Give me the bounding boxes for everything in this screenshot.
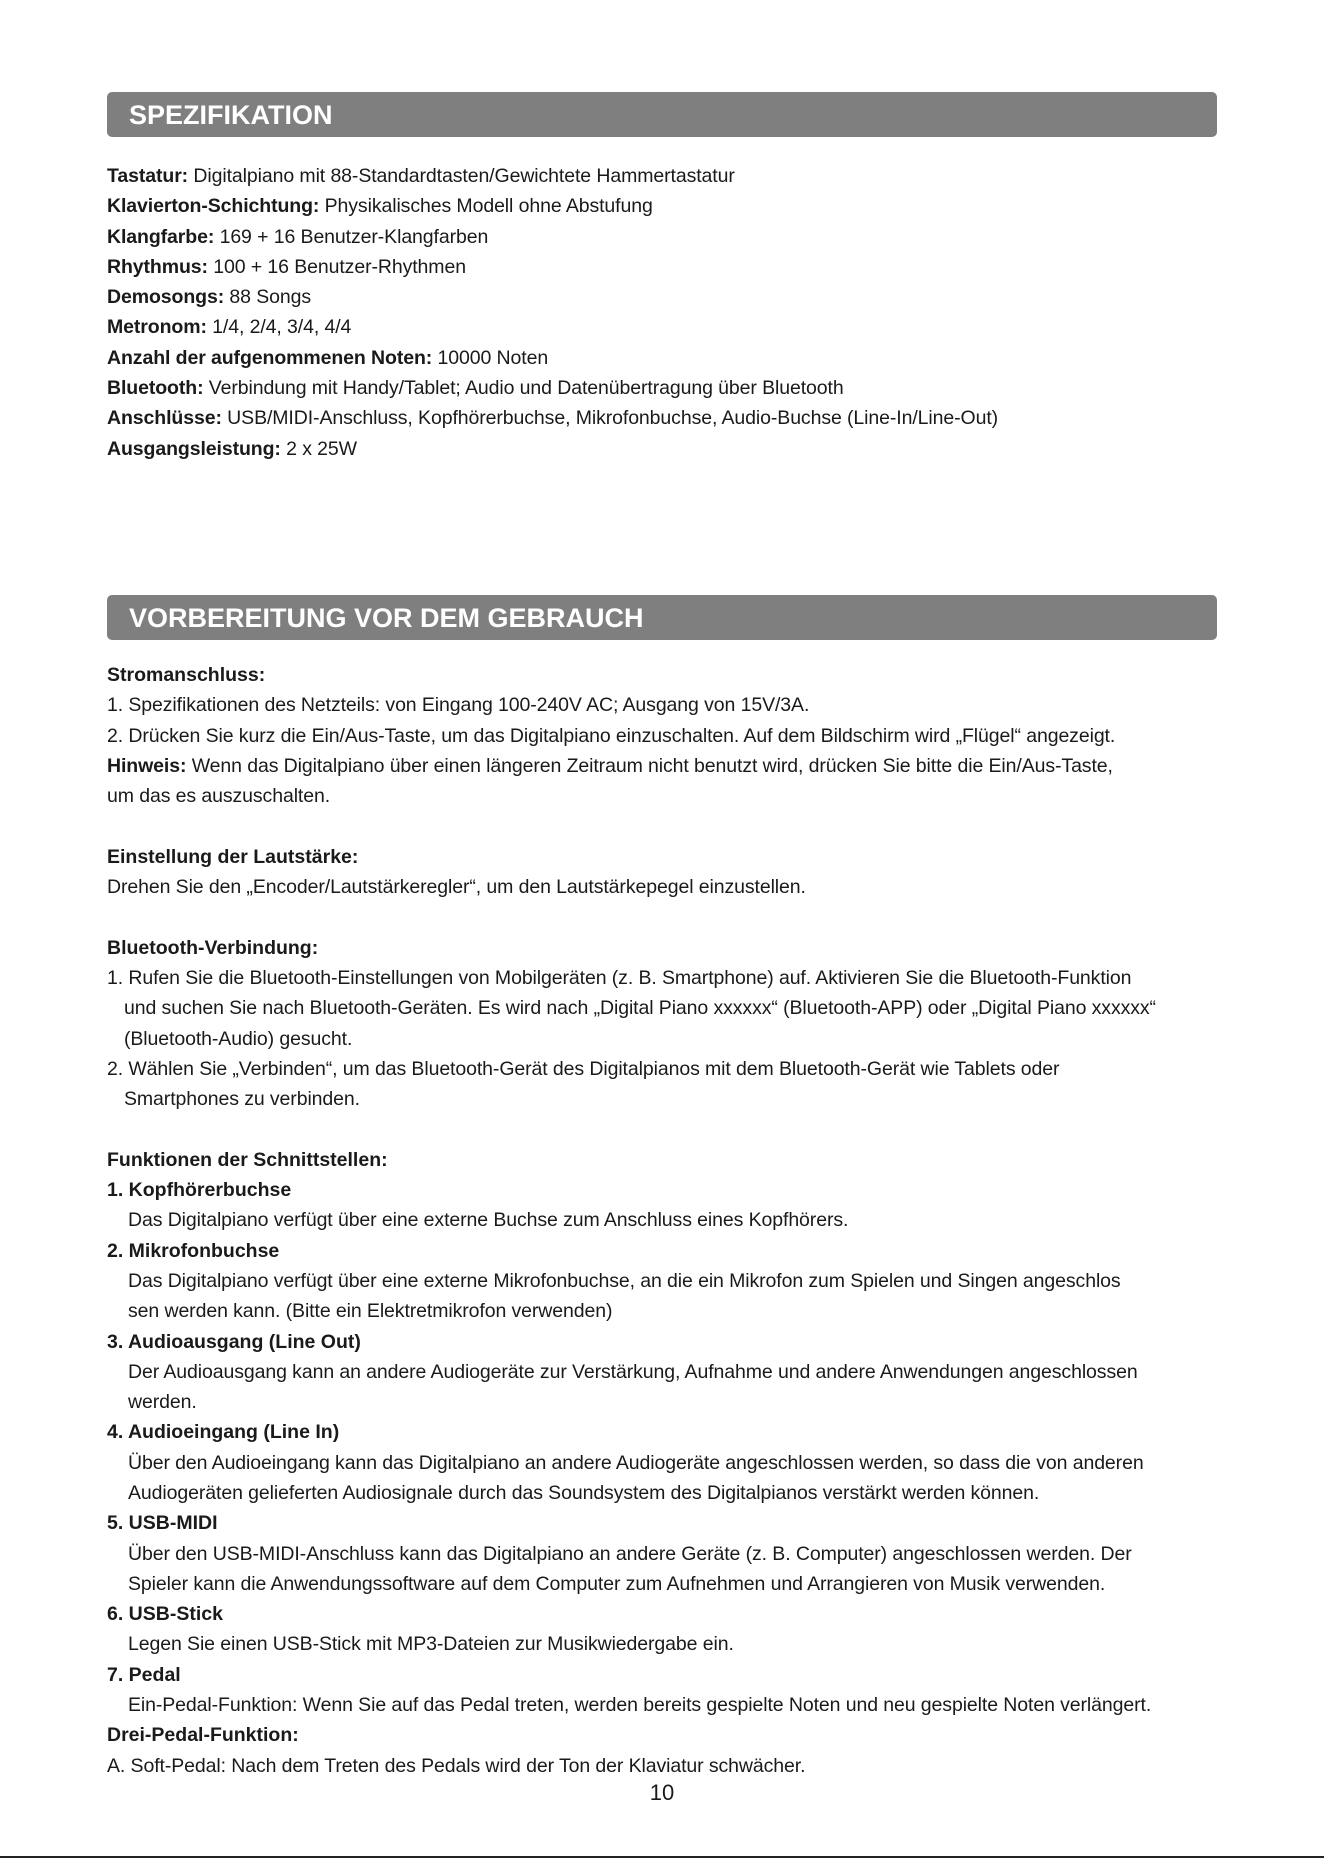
spec-label: Demosongs: (107, 286, 225, 309)
interface-item-text: werden. (128, 1391, 197, 1414)
volume-line-1: Drehen Sie den „Encoder/Lautstärkeregler“, um den Lautstärkepegel einzustellen. (107, 876, 806, 899)
spec-value: 2 x 25W (280, 437, 357, 460)
power-note (107, 751, 1217, 781)
spacer (107, 1114, 1217, 1144)
spec-row (107, 343, 1217, 373)
spec-label: Anschlüsse: (107, 407, 222, 430)
spec-row (107, 252, 1217, 282)
three-pedal-heading: Drei-Pedal-Funktion: (107, 1724, 299, 1747)
interface-item-title: 2. Mikrofonbuchse (107, 1239, 280, 1262)
interface-item-title: 6. USB-Stick (107, 1603, 223, 1626)
spec-value: 169 + 16 Benutzer-Klangfarben (214, 225, 489, 248)
spec-label: Tastatur: (107, 165, 189, 187)
interface-item-title: 1. Kopfhörerbuchse (107, 1179, 292, 1202)
spec-value: Verbindung mit Handy/Tablet; Audio und Datenübertragung über Bluetooth (203, 377, 844, 400)
prep-body (107, 660, 1217, 1781)
interface-item-text: Ein-Pedal-Funktion: Wenn Sie auf das Pedal treten, werden bereits gespielte Noten und neu gespielte Noten verlängert. (128, 1694, 1152, 1717)
bluetooth-heading: Bluetooth-Verbindung: (107, 936, 319, 959)
interface-item-text: Das Digitalpiano verfügt über eine externe Buchse zum Anschluss eines Kopfhörers. (128, 1209, 849, 1232)
spec-value: Digitalpiano mit 88-Standardtasten/Gewichtete Hammertastatur (188, 165, 735, 187)
spec-row (107, 161, 1217, 191)
bottom-rule (0, 1856, 1324, 1858)
interface-item-title: 5. USB-MIDI (107, 1512, 218, 1535)
bluetooth-step-1: 1. Rufen Sie die Bluetooth-Einstellungen von Mobilgeräten (z. B. Smartphone) auf. Aktivieren Sie die Bluetooth-Funktion (107, 966, 1132, 989)
interfaces-heading: Funktionen der Schnittstellen: (107, 1148, 388, 1171)
spec-row (107, 373, 1217, 403)
bluetooth-step-1-cont: und suchen Sie nach Bluetooth-Geräten. Es wird nach „Digital Piano xxxxxx“ (Bluetooth-APP) oder „Digital Piano xxxxxx“ (124, 997, 1156, 1020)
note-text: Wenn das Digitalpiano über einen längeren Zeitraum nicht benutzt wird, drücken Sie bitte die Ein/Aus-Taste, (186, 754, 1113, 777)
volume-heading: Einstellung der Lautstärke: (107, 845, 359, 868)
spec-label: Metronom: (107, 316, 207, 339)
interface-item-title: 4. Audioeingang (Line In) (107, 1421, 340, 1444)
spec-value: 10000 Noten (432, 346, 549, 369)
spec-row (107, 191, 1217, 221)
interface-item-text: Legen Sie einen USB-Stick mit MP3-Dateien zur Musikwiedergabe ein. (128, 1633, 734, 1656)
spec-value: USB/MIDI-Anschluss, Kopfhörerbuchse, Mikrofonbuchse, Audio-Buchse (Line-In/Line-Out) (221, 407, 999, 430)
spec-row (107, 222, 1217, 252)
interface-item-text: Über den USB-MIDI-Anschluss kann das Digitalpiano an andere Geräte (z. B. Computer) angeschlossen werden. Der (128, 1542, 1132, 1565)
spec-row (107, 434, 1217, 464)
spec-row (107, 312, 1217, 342)
spec-value: 1/4, 2/4, 3/4, 4/4 (206, 316, 352, 339)
spec-value: Physikalisches Modell ohne Abstufung (319, 195, 653, 218)
spec-label: Klavierton-Schichtung: (107, 195, 320, 218)
spec-label: Klangfarbe: (107, 225, 215, 248)
interface-item-text: Audiogeräten gelieferten Audiosignale durch das Soundsystem des Digitalpianos verstärkt werden können. (128, 1481, 1040, 1504)
spec-value: 88 Songs (224, 286, 312, 309)
spec-list (107, 161, 1217, 464)
spec-label: Rhythmus: (107, 255, 208, 278)
interface-item-text: Der Audioausgang kann an andere Audiogeräte zur Verstärkung, Aufnahme und andere Anwendungen angeschlossen (128, 1360, 1138, 1383)
spec-label: Ausgangsleistung: (107, 437, 281, 460)
three-pedal-soft: A. Soft-Pedal: Nach dem Treten des Pedals wird der Ton der Klaviatur schwächer. (107, 1754, 806, 1777)
spec-label: Anzahl der aufgenommenen Noten: (107, 346, 433, 369)
interface-item-text: Spieler kann die Anwendungssoftware auf dem Computer zum Aufnehmen und Arrangieren von Musik verwenden. (128, 1572, 1106, 1595)
spec-row (107, 282, 1217, 312)
bluetooth-step-1-cont: (Bluetooth-Audio) gesucht. (124, 1027, 353, 1050)
interface-item-title: 3. Audioausgang (Line Out) (107, 1330, 361, 1353)
interface-item-text: sen werden kann. (Bitte ein Elektretmikrofon verwenden) (128, 1300, 613, 1323)
interface-item-text: Das Digitalpiano verfügt über eine externe Mikrofonbuchse, an die ein Mikrofon zum Spielen und Singen angeschlos (128, 1269, 1121, 1292)
spacer (107, 902, 1217, 932)
spec-label: Bluetooth: (107, 377, 204, 400)
manual-page (107, 92, 1217, 1781)
spec-section-header: SPEZIFIKATION (107, 92, 1217, 137)
power-note-cont: um das es auszuschalten. (107, 785, 331, 808)
power-heading: Stromanschluss: (107, 663, 266, 686)
spec-row (107, 403, 1217, 433)
note-label: Hinweis: (107, 754, 187, 777)
bluetooth-step-2-cont: Smartphones zu verbinden. (124, 1088, 360, 1111)
prep-section-header: VORBEREITUNG VOR DEM GEBRAUCH (107, 595, 1217, 640)
power-line-2: 2. Drücken Sie kurz die Ein/Aus-Taste, um das Digitalpiano einzuschalten. Auf dem Bildschirm wird „Flügel“ angezeigt. (107, 724, 1116, 747)
spec-value: 100 + 16 Benutzer-Rhythmen (207, 255, 466, 278)
page-number: 10 (649, 1780, 675, 1805)
power-line-1: 1. Spezifikationen des Netzteils: von Eingang 100-240V AC; Ausgang von 15V/3A. (107, 694, 810, 717)
bluetooth-step-2: 2. Wählen Sie „Verbinden“, um das Bluetooth-Gerät des Digitalpianos mit dem Bluetooth-Gerät wie Tablets oder (107, 1057, 1060, 1080)
interface-item-text: Über den Audioeingang kann das Digitalpiano an andere Audiogeräte angeschlossen werden, so dass die von anderen (128, 1451, 1144, 1474)
interface-item-title: 7. Pedal (107, 1663, 181, 1686)
spacer (107, 811, 1217, 841)
